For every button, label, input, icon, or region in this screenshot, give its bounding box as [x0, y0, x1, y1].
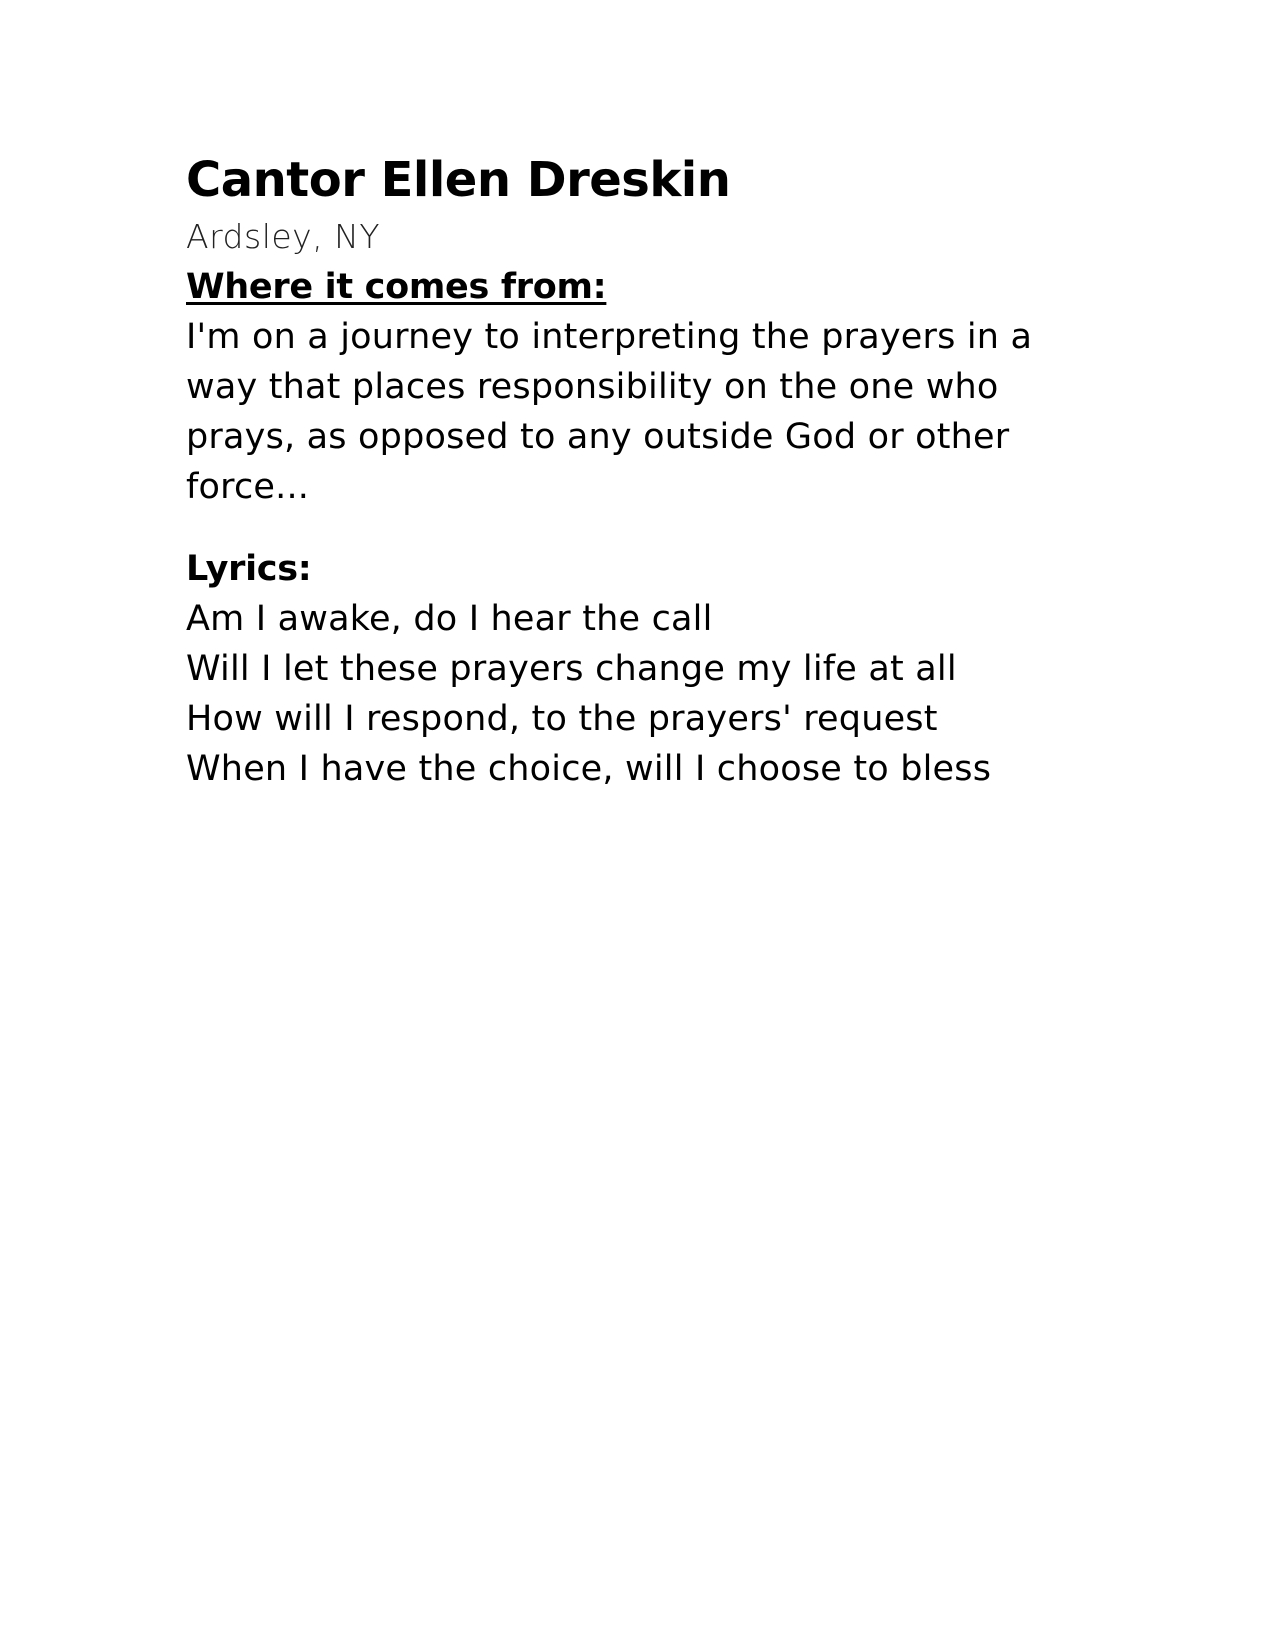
lyrics-block	[186, 594, 1086, 794]
lyric-line: Am I awake, do I hear the call	[186, 599, 713, 639]
origin-heading: Where it comes from:	[186, 267, 607, 307]
origin-paragraph: I'm on a journey to interpreting the prayers in a way that places responsibility on the one who prays, as opposed to any outside God or other force...	[186, 317, 1033, 507]
lyric-line: Will I let these prayers change my life at all	[186, 649, 957, 689]
section-spacer	[186, 512, 1086, 544]
lyric-line: When I have the choice, will I choose to bless	[186, 749, 992, 789]
lyric-line: How will I respond, to the prayers' request	[186, 699, 938, 739]
document-page	[186, 148, 1086, 794]
page-title: Cantor Ellen Dreskin	[186, 152, 731, 208]
lyrics-heading: Lyrics:	[186, 549, 312, 589]
location-text: Ardsley, NY	[186, 217, 381, 256]
